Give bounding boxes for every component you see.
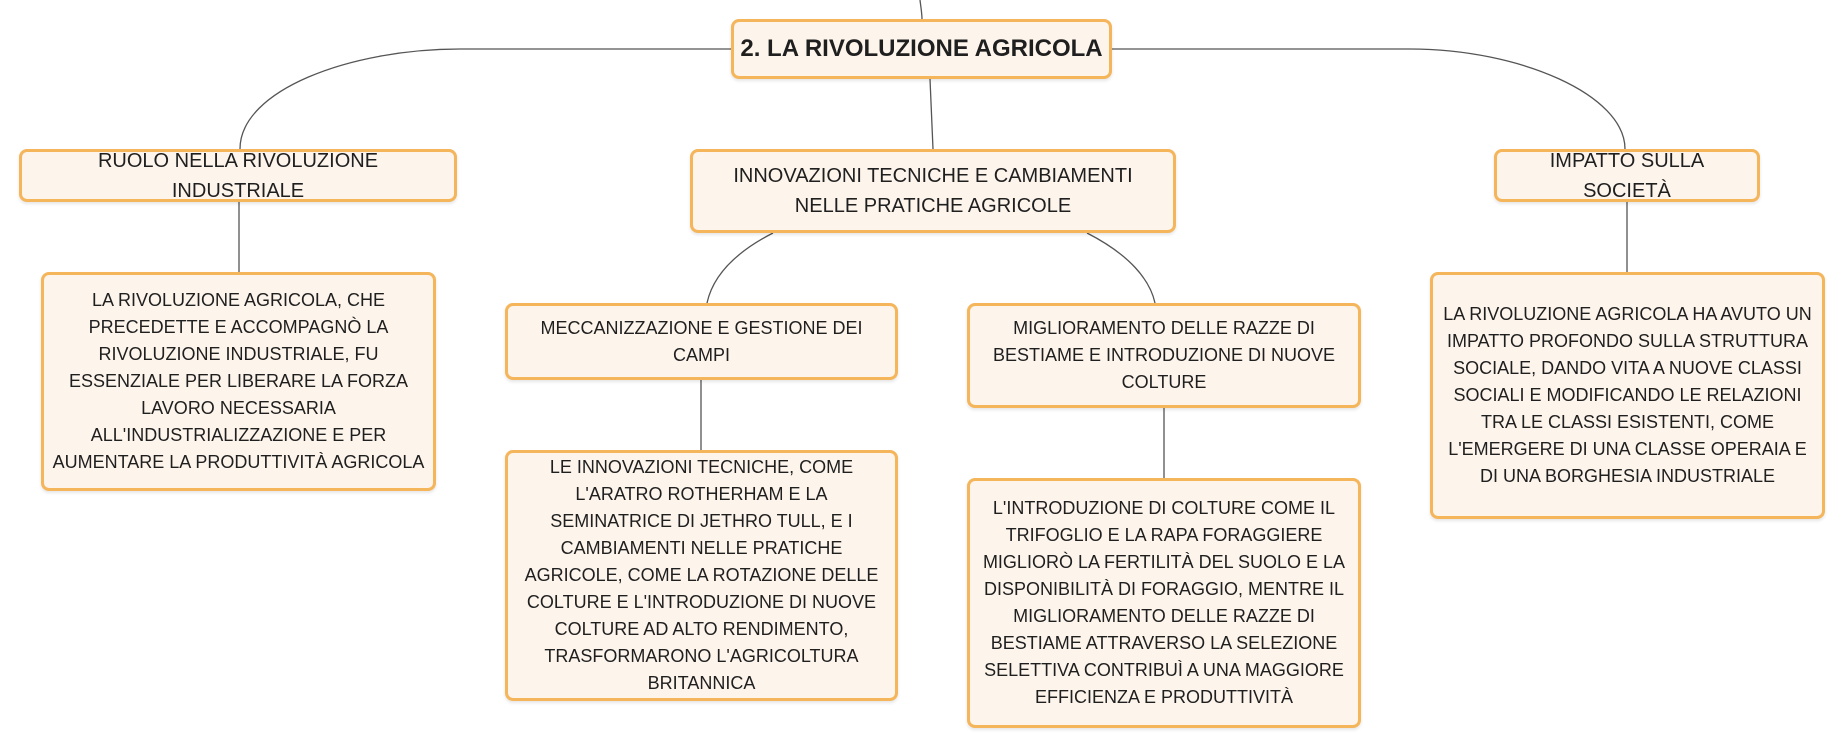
topic-innovazioni-node[interactable] <box>690 149 1176 233</box>
detail-razze-text: L'INTRODUZIONE DI COLTURE COME IL TRIFOGLIO E LA RAPA FORAGGIERE MIGLIORÒ LA FERTILITÀ DEL SUOLO E LA DISPONIBILITÀ DI FORAGGIO, MENTRE IL MIGLIORAMENTO DELLE RAZZE DI BESTIAME ATTRAVERSO LA SELEZIONE SELETTIVA CONTRIBUÌ A UNA MAGGIORE EFFICIENZA E PRODUTTIVITÀ <box>982 498 1346 707</box>
subtopic-razze-node[interactable] <box>967 303 1361 408</box>
detail-ruolo-text: LA RIVOLUZIONE AGRICOLA, CHE PRECEDETTE E ACCOMPAGNÒ LA RIVOLUZIONE INDUSTRIALE, FU ESSENZIALE PER LIBERARE LA FORZA LAVORO NECESSARIA ALL'INDUSTRIALIZZAZIONE E PER AUMENTARE LA PRODUTTIVITÀ AGRICOLA <box>52 290 425 472</box>
topic-impatto-node[interactable] <box>1494 149 1760 202</box>
subtopic-meccanizzazione-node[interactable] <box>505 303 898 380</box>
topic-innovazioni-label: INNOVAZIONI TECNICHE E CAMBIAMENTI NELLE PRATICHE AGRICOLE <box>733 165 1133 217</box>
detail-meccanizzazione-text: LE INNOVAZIONI TECNICHE, COME L'ARATRO ROTHERHAM E LA SEMINATRICE DI JETHRO TULL, E I CAMBIAMENTI NELLE PRATICHE AGRICOLE, COME LA ROTAZIONE DELLE COLTURE E L'INTRODUZIONE DI NUOVE COLTURE AD ALTO RENDIMENTO, TRASFORMARONO L'AGRICOLTURA BRITANNICA <box>524 457 879 693</box>
connector-incoming <box>920 0 922 19</box>
subtopic-razze-label: MIGLIORAMENTO DELLE RAZZE DI BESTIAME E INTRODUZIONE DI NUOVE COLTURE <box>992 318 1336 392</box>
detail-razze-node[interactable] <box>967 478 1361 728</box>
detail-meccanizzazione-node[interactable] <box>505 450 898 701</box>
topic-ruolo-node[interactable] <box>19 149 457 202</box>
connector-innovazioni-razze <box>1087 233 1155 303</box>
root-node[interactable] <box>731 19 1112 79</box>
connector-root-impatto <box>1110 49 1625 149</box>
connector-root-innovazioni <box>930 79 933 149</box>
subtopic-meccanizzazione-label: MECCANIZZAZIONE E GESTIONE DEI CAMPI <box>540 317 863 365</box>
topic-ruolo-label: RUOLO NELLA RIVOLUZIONE INDUSTRIALE <box>97 149 379 202</box>
connector-innovazioni-meccanizzazione <box>707 233 773 303</box>
detail-impatto-text: LA RIVOLUZIONE AGRICOLA HA AVUTO UN IMPATTO PROFONDO SULLA STRUTTURA SOCIALE, DANDO VITA A NUOVE CLASSI SOCIALI E MODIFICANDO LE RELAZIONI TRA LE CLASSI ESISTENTI, COME L'EMERGERE DI UNA CLASSE OPERAIA E DI UNA BORGHESIA INDUSTRIALE <box>1443 304 1812 486</box>
detail-ruolo-node[interactable] <box>41 272 436 491</box>
topic-impatto-label: IMPATTO SULLA SOCIETÀ <box>1549 149 1705 202</box>
root-label: 2. LA RIVOLUZIONE AGRICOLA <box>740 35 1103 62</box>
connector-root-ruolo <box>240 49 733 149</box>
detail-impatto-node[interactable] <box>1430 272 1825 519</box>
